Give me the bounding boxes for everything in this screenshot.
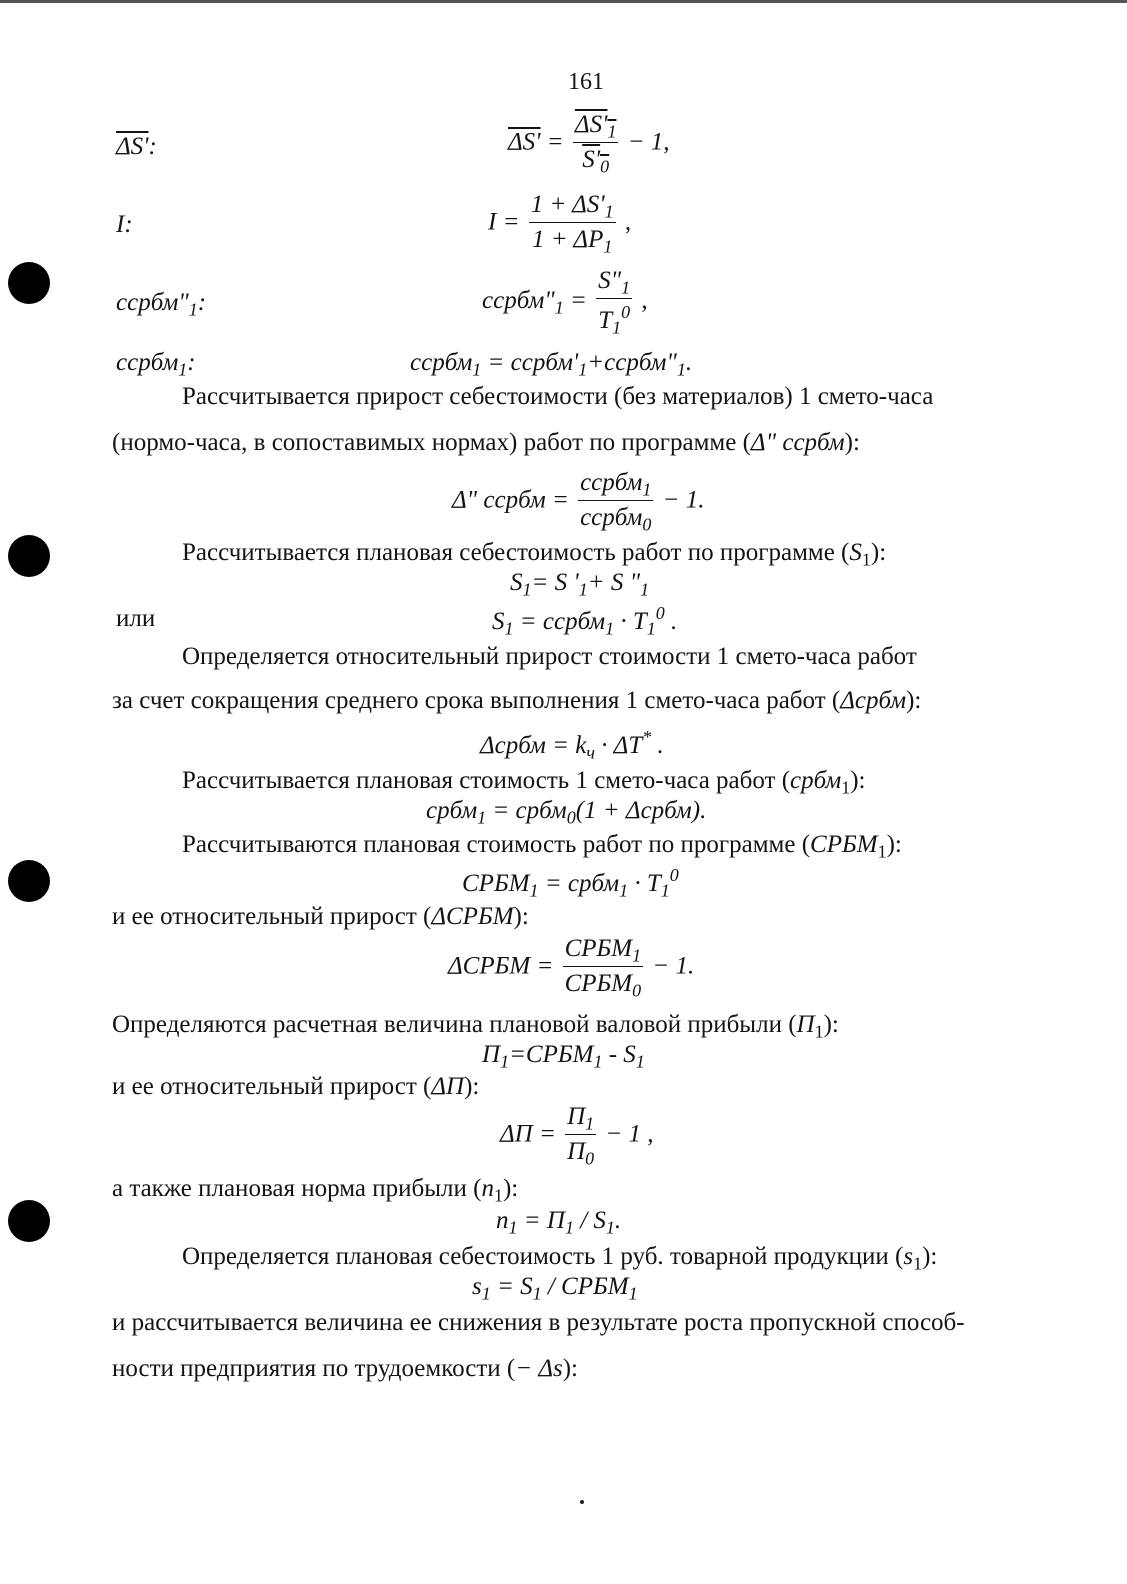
text-line: а также плановая норма прибыли $(n_1)$: bbox=[112, 1175, 519, 1206]
formula-d2-ssrbm: Δ" ссрбм = $\frac{ссрбм_1}{ссрбм_0}$ − 1. bbox=[452, 469, 705, 535]
text-line: и ее относительный прирост (ΔП): bbox=[112, 1073, 480, 1100]
scan-speck bbox=[580, 1500, 584, 1504]
punch-hole bbox=[8, 1200, 50, 1242]
punch-hole bbox=[8, 535, 50, 577]
punch-hole bbox=[8, 262, 50, 304]
formula-I: I = $\frac{1 + \Delta S'_1}{1 + \Delta P_1}$ , bbox=[488, 191, 632, 257]
text-line: и рассчитывается величина ее снижения в результате роста пропускной способ- bbox=[112, 1309, 965, 1336]
formula-dP: ΔП = $\frac{П_1}{П_0}$ − 1 , bbox=[500, 1103, 654, 1169]
formula-SRBM1: $СРБМ_1$ = србм$_1$ · $T_1^0$ bbox=[462, 865, 679, 901]
formula-ssrbm1: ссрбм$_1$ = $ссрбм'_1+ссрбм"_1$. bbox=[410, 349, 693, 380]
formula-dS: ΔS' = $\frac{\Delta S'_1}{S'_0}$ − 1, bbox=[508, 111, 670, 177]
formula-dSRBM: ΔСРБМ = $\frac{СРБМ_1}{СРБМ_0}$ − 1. bbox=[448, 935, 695, 1001]
formula-s1: $s_1 = S_1$ / $СРБМ_1$ bbox=[472, 1273, 638, 1304]
text-line: Определяется относительный прирост стоимости 1 смето-часа работ bbox=[182, 643, 917, 670]
text-line: (нормо-часа, в сопоставимых нормах) работ по программе (Δ" ссрбм): bbox=[112, 429, 860, 456]
formula-S1: $S_1= S$ '$_1+ S$ "$_1$ bbox=[510, 569, 650, 600]
text-line: Рассчитывается плановая себестоимость работ по программе $(S_1)$: bbox=[182, 539, 887, 570]
var-label-ssrbm1: ссрбм$_1$: bbox=[116, 349, 196, 380]
text-line: Определяется плановая себестоимость 1 руб. товарной продукции $(s_1)$: bbox=[182, 1243, 938, 1274]
text-line: за счет сокращения среднего срока выполнения 1 смето-часа работ (Δсрбм): bbox=[112, 687, 922, 714]
page-number: 161 bbox=[568, 69, 604, 95]
text-ili: или bbox=[116, 605, 156, 632]
formula-srbm1: србм$_1$ = србм$_0$(1 + Δсрбм). bbox=[426, 797, 707, 828]
text-line: Определяются расчетная величина плановой валовой прибыли $(П_1)$: bbox=[112, 1011, 839, 1042]
text-line: и ее относительный прирост (ΔСРБМ): bbox=[112, 903, 529, 930]
punch-hole bbox=[8, 860, 50, 902]
formula-P1: $П_1=СРБМ_1 - S_1$ bbox=[482, 1041, 645, 1072]
var-label-dS: ΔS': bbox=[116, 133, 157, 160]
text-line: ности предприятия по трудоемкости (− Δs): bbox=[112, 1355, 579, 1382]
formula-ssrbm2: $ссрбм"_1$ = $\frac{S"_1}{T_1^0}$ , bbox=[482, 267, 648, 338]
var-label-ssrbm2: $ссрбм"_1$: bbox=[116, 289, 207, 320]
text-line: Рассчитываются плановая стоимость работ по программе $(СРБМ_1)$: bbox=[182, 831, 902, 862]
scan-edge-line bbox=[0, 0, 1127, 3]
formula-n1: $n_1 = П_1 / S_1$. bbox=[496, 1207, 622, 1238]
text-line: Рассчитывается прирост себестоимости (без материалов) 1 смето-часа bbox=[182, 383, 934, 410]
formula-S1-alt: $S_1$ = ссрбм$_1$ · $T_1^0$ . bbox=[492, 603, 678, 639]
formula-dsrbm: Δсрбм = $k_ч \cdot \Delta T^*$ . bbox=[480, 727, 664, 763]
text-line: Рассчитывается плановая стоимость 1 смето-часа работ (србм$_1$): bbox=[182, 767, 866, 798]
var-label-I: I: bbox=[116, 211, 133, 238]
